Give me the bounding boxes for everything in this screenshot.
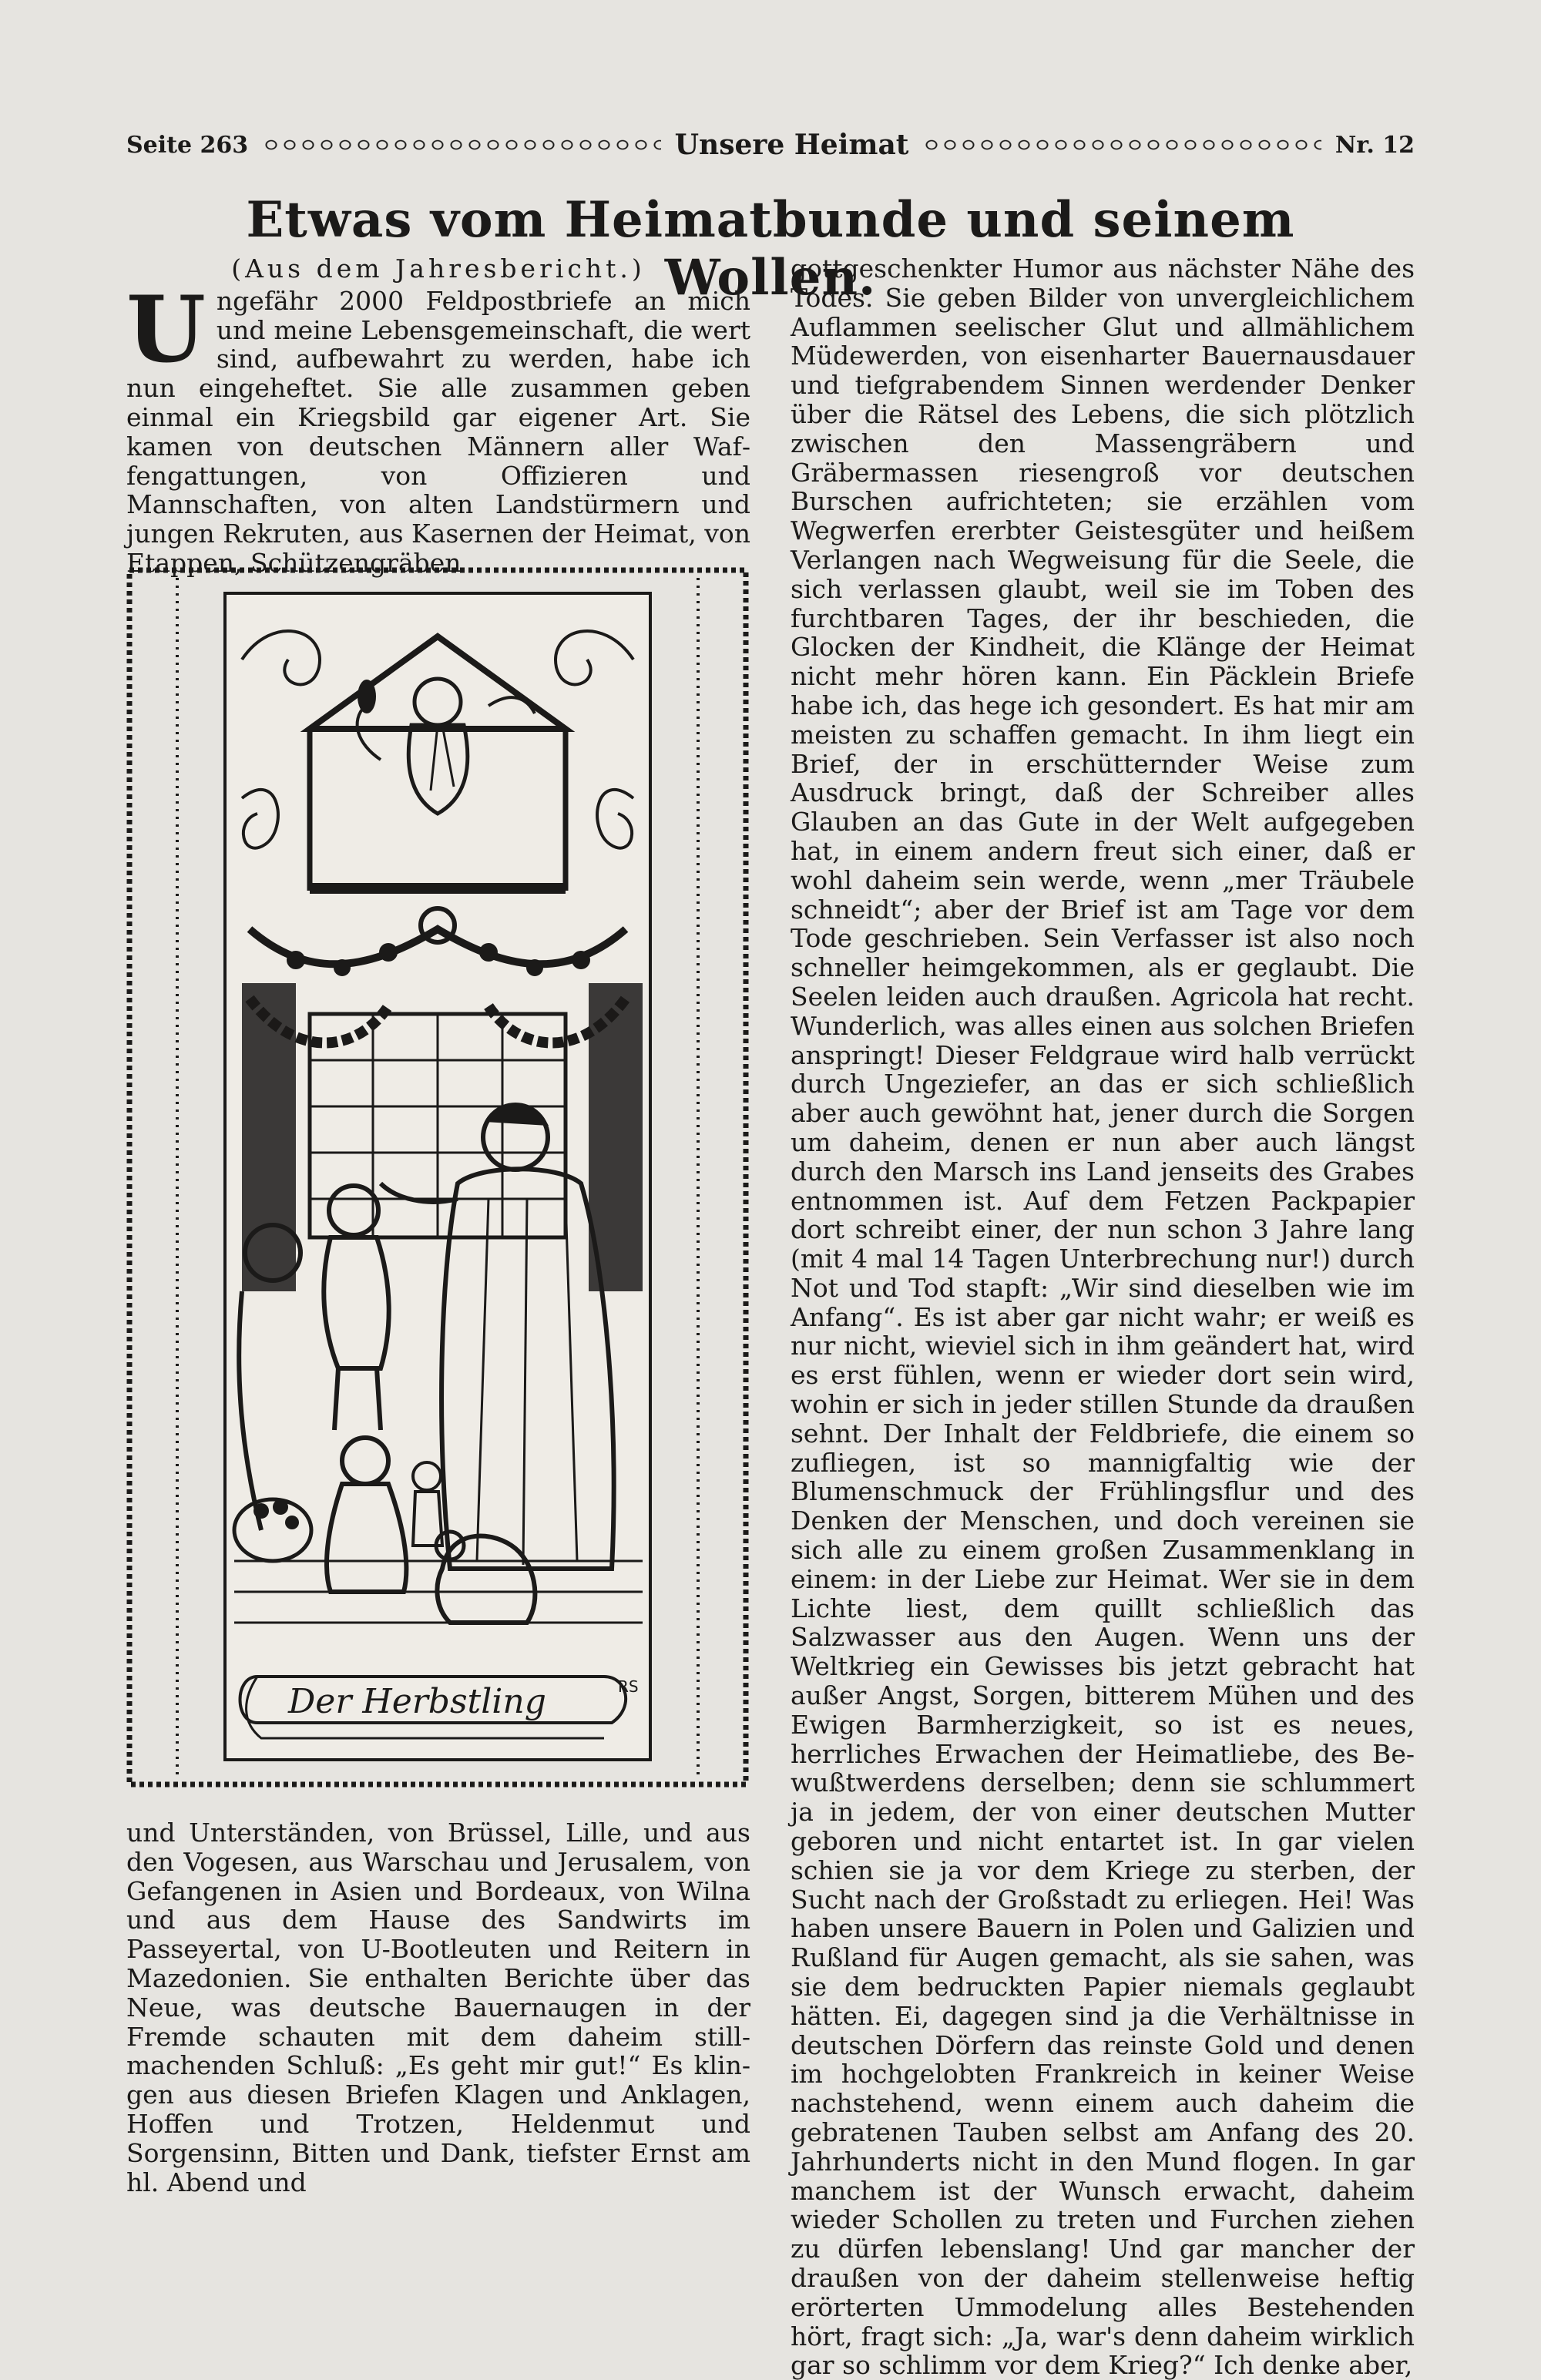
illustration-caption: Der Herbstling xyxy=(288,1682,546,1721)
drop-cap: U xyxy=(126,275,206,383)
illustration-svg xyxy=(126,567,749,1788)
left-top-text: ngefähr 2000 Feldpostbriefe an mich und meine Lebensgemeinschaft, die wert sind, aufbewahrt zu werden, habe ich nun eingeheftet. Sie alle zusammen geben einmal ein Kriegsbild gar eigener Art. Sie kamen von deutschen Männern aller Waffengattungen, von Offizieren und Mannschaften, von alten Landstürmern und jungen Rekruten, aus Kasernen der Heimat, von Etappen, Schützengräben xyxy=(126,285,750,578)
left-bottom-text: und Unterständen, von Brüssel, Lille, und aus den Vogesen, aus Warschau und Jerusalem, von Gefangenen in Asien und Bordeaux, von Wilna und aus dem Hause des Sandwirts im Passeyertal, von U-Bootleuten und Reitern in Mazedonien. Sie enthalten Berichte über das Neue, was deutsche Bauernaugen in der Fremde schauten mit dem daheim stillmachenden Schluß: „Es geht mir gut!“ Es klingen aus diesen Briefen Klagen und Anklagen, Hoffen und Trotzen, Heldenmut und Sorgensinn, Bitten und Dank, tiefster Ernst am hl. Abend und xyxy=(126,1818,750,2197)
article-title: Etwas vom Heimatbunde und seinem Wollen. xyxy=(246,191,1295,307)
right-column-text: gottgeschenkter Humor aus nächster Nähe des Todes. Sie geben Bilder von unvergleichlichem Auflammen seelischer Glut und allmählichem Müdewerden, von eisenharter Bauernausdauer und tiefgrabendem Sinnen werdender Denker über die Rätsel des Lebens, die sich plötzlich zwischen den Massengräbern und Gräbermassen riesengroß vor deutschen Burschen aufrichteten; sie erzählen vom Wegwerfen ererbter Geistesgüter und heißem Verlangen nach Wegweisung für die Seele, die sich verlassen glaubt, weil sie im Toben des furchtbaren Tages, der ihr beschieden, die Glocken der Kindheit, die Klänge der Heimat nicht mehr hören kann. Ein Päcklein Briefe habe ich, das hege ich gesondert. Es hat mir am meisten zu schaffen gemacht. In ihm liegt ein Brief, der in erschütternder Weise zum Ausdruck bringt, daß der Schreiber alles Glauben an das Gute in der Welt aufgegeben hat, in einem andern freut sich einer, daß er wohl daheim sein werde, wenn „mer Träubele schneidt“; aber der Brief ist am Tage vor dem Tode geschrieben. Sein Verfasser ist also noch schneller heimgekommen, als er geglaubt. Die Seelen leiden auch draußen. Agricola hat recht. Wunderlich, was alles einen aus solchen Briefen anspringt! Dieser Feldgraue wird halb verrückt durch Ungeziefer, an das er sich schließlich aber auch gewöhnt hat, jener durch die Sorgen um daheim, denen er nun aber auch längst durch den Marsch ins Land jenseits des Grabes entnommen ist. Auf dem Fetzen Packpapier dort schreibt einer, der nun schon 3 Jahre lang (mit 4 mal 14 Tagen Unterbrechung nur!) durch Not und Tod stapft: „Wir sind dieselben wie im Anfang“. Es ist aber gar nicht wahr; er weiß es nur nicht, wieviel sich in ihm geändert hat, wird es erst fühlen, wenn er wieder dort sein wird, wohin er sich in jeder stillen Stunde da draußen sehnt. Der Inhalt der Feldbriefe, die einem so zufliegen, ist so mannigfaltig wie der Blumenschmuck der Frühlingsflur und des Denken der Menschen, und doch vereinen sie sich alle zu einem großen Zusammenklang in einem: in der Liebe zur Heimat. Wer sie in dem Lichte liest, dem quillt schließlich das Salzwasser aus den Augen. Wenn uns der Weltkrieg ein Gewisses bis jetzt gebracht hat außer Angst, Sorgen, bitterem Mühen und des Ewigen Barmherzigkeit, so ist es neues, herrliches Erwachen der Heimatliebe, des Bewußtwerdens derselben; denn sie schlummert ja in jedem, der von einer deutschen Mutter geboren und nicht entartet ist. In gar vielen schien sie ja vor dem Kriege zu sterben, der Sucht nach der Großstadt zu erliegen. Hei! Was haben unsere Bauern in Polen und Galizien und Rußland für Augen gemacht, als sie sahen, was sie dem bedruckten Papier niemals geglaubt hätten. Ei, dagegen sind ja die Verhältnisse in deutschen Dörfern das reinste Gold und denen im hochgelobten Frankreich in keiner Weise nachstehend, wenn einem auch daheim die gebratenen Tauben selbst am Anfang des 20. Jahrhunderts nicht in den Mund flogen. In gar manchem ist der Wunsch erwacht, daheim wieder Schollen zu treten und Furchen ziehen zu dürfen lebenslang! Und gar mancher der draußen von der daheim stellenweise heftig erörterten Ummodelung alles Bestehenden hört, fragt sich: „Ja, war's denn daheim wirklich gar so schlimm vor dem Krieg?“ Ich denke aber, xyxy=(791,253,1415,2380)
left-column-top xyxy=(126,254,750,578)
journal-title: Unsere Heimat xyxy=(674,129,909,161)
article-paragraph-1 xyxy=(126,275,750,578)
woodcut-illustration xyxy=(126,567,749,1788)
artist-monogram: RS xyxy=(618,1677,639,1696)
header-ornament-right xyxy=(922,137,1321,153)
left-column-bottom xyxy=(126,1818,750,2197)
running-header xyxy=(126,128,1415,162)
page-number: Seite 263 xyxy=(126,131,249,159)
issue-number: Nr. 12 xyxy=(1335,131,1415,159)
article-subtitle: (Aus dem Jahresbericht.) xyxy=(231,253,646,284)
right-column xyxy=(791,254,1415,2380)
header-ornament-left xyxy=(262,137,660,153)
